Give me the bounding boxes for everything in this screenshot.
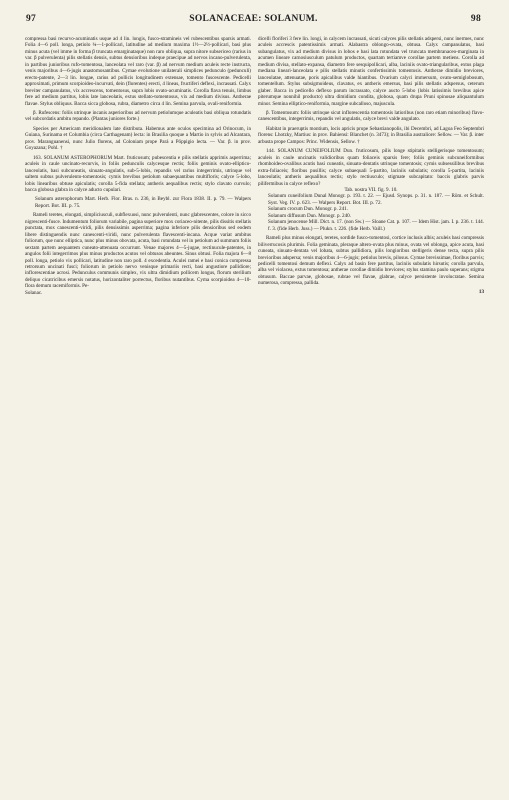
variety-paragraph: β. Rufescens: foliis utrinque incanis asperioribus ad nervum petiolumque aculeatis basi obliqua rotundatis vel subcordatis ambitu repando. (Plantas juniores forte.) — [25, 109, 251, 123]
species-heading-paragraph: 163. SOLANUM ASTEROPHORUM Mart. fruticosum; pubescentia e pilis stellatis apprimis asperrima; aculeis in caule uncinato-recurvis, in foliis pedunculis calycesque rectis; foliis geminis ovato-elliptico-lanceolatis, basi subcuneatis, sinuato-angulatis, sub-5-lobis, repandis vel rarius integerrimis, utrinque vel saltem subtus pulverulento-tomentosis; cymis brevibus petiolum subaequantibus multifloris; calyce 5-lobo, lobis linearibus obtuse apiculatis; corolla 5-fida stellata; antheris aequalibus rectis; stylo clavato curvulo; bacca globosa glabra in calyce aducto cupulari. — [25, 154, 251, 193]
synonymy-paragraph: Solanum asterophorum Mart. Herb. Flor. Bras. n. 236, in Beybl. zur Flora 1838. II. p. 79. — Walpers Report. Bot. III. p. 75. — [35, 196, 251, 209]
plate-reference: Tab. nostra VII. fig. 9. 10. — [344, 186, 398, 193]
running-title: SOLANACEAE: SOLANUM. — [189, 14, 318, 24]
synonym-line: Solanum crocum Dun. Monogr. p. 241. — [268, 206, 348, 213]
paragraph: compressa basi recurvo-acuminatis usque ad 4 lin. longis, fusco-stramineis vel rubescentibus sparsis armati. Folia 4—6 poll. longa, petiolo ¾—1-pollicari, latitudine ad medium maxima 1½—2½-pollicari, basi plus minus acuta (vel imme in forma β truncata emarginataque) non raro obliqua, supra nitore subsericeo (rarius in var. β pulverulenta) pilis stellatis densis, subtus densioribus indeque praecipue ad nervos incano-pulverulenta, in partibus junioribus rufo-tomentosa, lanceolata vel raro (var. β) ad nervum medium aculeis recte instructa, venis majoribus 4—6-jugis anastomosantibus. Cymae evolutione unilaterali simplices pedunculo (pedunculi) erecto-patente, 2—3 lin. longae, rarius ad pollicis longitudinem extensae, tomento fuscescente. Pedicelli approximati, primum scorpioideo-incurvati, dein (florentes) erecti, 4 lineas, fructiferi deflexi, incrassati. Calyx breviter campanulatus, vix accrescens, tomentosus, supra lobis ovato-acuminatis. Corolla flava tenuis, limbus fere ad medium partitus, lobis late lanceolatis, extus stellato-tomentosus, vix ad medium divisus. Antherae flavae. Stylus obliquus. Bacca sicca globosa, rubra, diametro circa 4 lin. Semina parvula, ovali-reniformia. — [25, 36, 251, 107]
synonymy-paragraph: Solanum cuneifolium Dunal Monogr. p. 193. t. 22. — Ejusd. Synops. p. 31. n. 187. — Röm. et Schult. Syst. Veg. IV. p. 623. — Walpers Report. Bot. III. p. 72. — [268, 193, 484, 206]
description-paragraph: Rameli plus minus elongati, teretes, sordide fusco-tomentosi, cortice inclusis albis; aculeis basi compressis biliverrucosis plurimis. Folia geminata, pleraque altero-ovata plus minus, ovata vel oblonga, apice acuta, basi cuneata, sinuato-dentata vel lobata, subtus pallidiora, pilis longioribus stelligeris dense tecta, supra pilis brevioribus adspersa; venis majoribus 4—6-jugis; petiolus brevis, pilosus. Cymae brevissimae, floribus parvis; pedicelli tomentosi demum deflexi. Calyx ad basin fere partitus, laciniis subulatis hirsutis; corolla parvula, alba vel violacea, extus tomentosa; antherae corollae dimidio breviores; stylus stamina paulo superans; stigma obtusum. Baccae parvae, globosae, rubrae vel flavae, glabrae, calyce persistente involucratae. Semina numerosa, compressa, pallida. — [258, 235, 484, 287]
species-heading-paragraph: 144. SOLANUM CUNEIFOLIUM Dun. fruticosum, pilis longe stipitatis stelligerisque tomentosum; aculeis in caule uncinatis validioribus quam foliaceis sparsis fere; foliis geminis subcuneiformibus rhomboideo-ovalibus acutis basi cuneatis, sinuato-dentatis utrinque tomentosis; cymis subsessilibus brevibus extra-foliaceis; floribus pusillis; calyce subaequali 5-partito, laciniis subulatis; corolla 5-partita, laciniis lanceolatis; antheris aequalibus rectis; stylo rectiusculo; stigmate subcapitato: baccis glabris parvis pilifermibus in calyce reflexo? — [258, 148, 484, 187]
paragraph: dicelli floriferi 3 fere lin. longi, in calycem incrassati, sicuti calyces pilis stellatis adspersi, nunc inermes, nunc aculeis accrescis patentissimis armati. Alabastra oblongo-ovata, obtusa. Calyx campanulatus, basi subangulatus, vix ad medium divisus in lobos e basi lata rotundata vel truncata membranaceo-marginata in acumen lineare carnosiusculum patulum productos, quartam tertiamve corollae partem metiens. Corolla ad medium divisa, stellato-expansa, diametro fere sesquipollicari, alba, laciniis ovato-triangularibus, extus plaga mediana lineari-lanceolata e pilis stellatis minutis confertissimis tomentosis. Antherae dimidio breviores, lanceolatae, attenuatae, poris apicalibus valde hiantibus. Ovarium calyci immersum, ovato-semiglobosum, tomentellum. Stylus subsigmoideus, clavatus, ex antheris emersus, basi pilis stellatis adspersus, ceterum glaber. Bacca in pedicello deflexo parum incrassato, calyce aucto 5-lobo (lobis latissimis brevibus apice piterumque nonnihil producto) ultra dimidium condita, globosa, quam drupa Pruni spinosae aliquantulum minor. Semina elliptico-reniformia, margine subcalloso, majuscula. — [258, 36, 484, 107]
page-number-left: 97 — [26, 14, 37, 24]
sheet-signature: 13 — [478, 288, 484, 295]
left-column — [25, 36, 251, 788]
description-paragraph: Rameli teretes, elongati, simpliciusculi, subflexuosi, nunc pulverulenti, nunc glabrescentes, colore in sicco nigrescenti-fusce. Indumentum foliorum variabile, pagina superiore mox coriaceo-nitente, pilis dissitis stellatis punctata, mox canescenti-viridi, pilis densissimis asperrima; pagina inferiore pilis densioribus sed eodem libere distinguendis nunc canescenti-viridi, nunc pulverulenta flavescenti-incana. Acque variat ambitus foliorum, que nunc elliptica, nunc plus minus obovata, acuta, basi rotundata vel in petiolum ad summum foliis sextam partem aequantem cuneato-attenuata occurrunt. Venae majores 4—5-jugae, rectinucule-patentes, in angulos folii integerrimos plus minus productos acutos vel obtusos abeuntes. Sinus obtusi. Folia majora 6—8 poll. longa, petiolo vix pollicari, latitudine non raro poll. 4 excedentia. Aculei ramei e basi conica compressa retrorsum uncinati fusci; foliorum in petiolo nervo venisque primariis recti, basi angustiore pallidiore; inflorescentiae acrosi. Pedunculus communis simplex, vix ultra dimidium pollicem longus, florum sterilium deliquo cicatricibus emersis notatus, horizontaliter porrectus, floribus nutantibus. Cyma scorpioidea 4—10-flora demum racemiformis. Pe- — [25, 212, 251, 290]
habitat-paragraph: Species per Americam meridionalem late distributa. Habemus ante oculos specimina ad Orinocum, in Guiana, Surinama et Columbia (circa Carthagenam) lecta: in Brasilia quoque a Martio in sylvis ad Alcantara, prov. Maranguanensi, nunc Julio florens, ad Coloniam prope Pará a Pöppigio lecta. — Var. β. in prov. Goyazana; Pohl. † — [25, 125, 251, 152]
variety-paragraph: β. Tomentosum: foliis utrinque sicut inflorescentia tomentosis latioribus (non raro etiam minoribus) flavo-canescentibus, integerrimis, repandis vel angulatis, calyce brevi valde angulato. — [258, 109, 484, 123]
synonym-line: Solanum diffusum Dun. Monogr. p. 240. — [268, 212, 351, 219]
right-column — [258, 36, 484, 788]
page-number-right: 98 — [470, 14, 481, 24]
synonym-line: Solanum jenocense Mill. Dict. n. 17. (non Sw.) — Sloane Cat. p. 107. — Idem Hist. jam. I. p. 236. t. 144. f. 3. (fide Herb. Juss.) — Plukn. t. 226. (fide Herb. Vaill.) — [268, 219, 484, 232]
habitat-paragraph: Habitat in praeruptis montium, locis apricis prope Sebastianopolis, ibi Decembri, ad Lagoa Feo Septembri florens: Lhotzky, Martius: in prov. Bahiensi: Blanchet (n. 3473); in Brasilia australiore: Sellow. — Var. β. inter arbusta prope Campos: Princ. Widensis, Sellow. † — [258, 125, 484, 145]
running-header — [26, 14, 481, 28]
footer-signature: Solanac. — [25, 289, 43, 296]
